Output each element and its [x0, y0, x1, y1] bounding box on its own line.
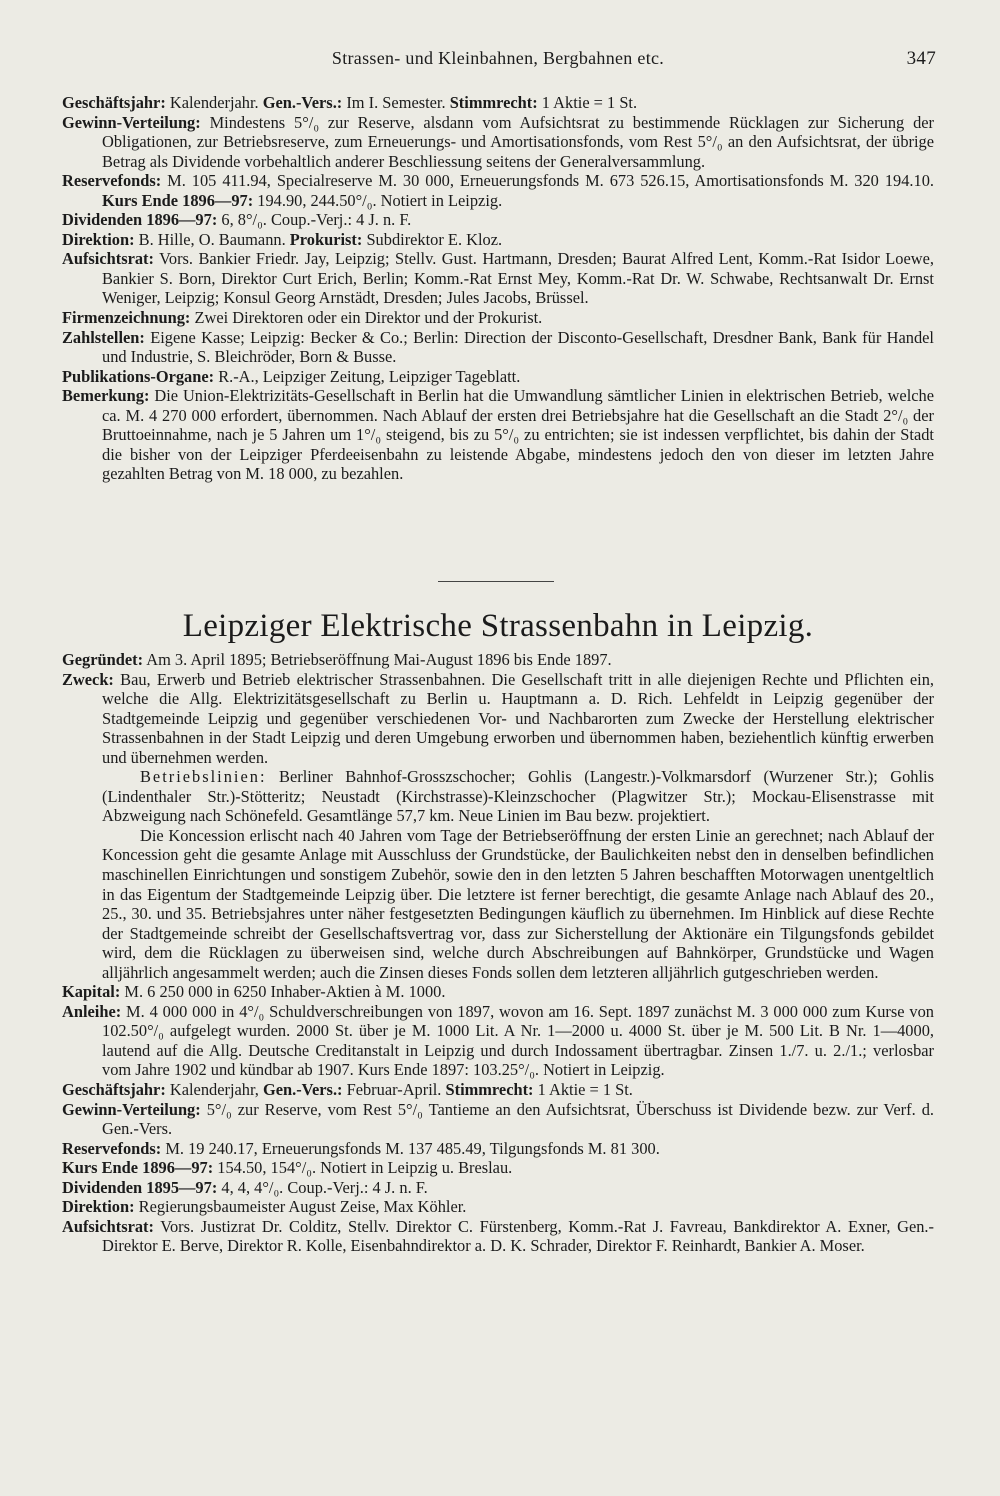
- company-entries: [62, 650, 934, 1256]
- entry-gewinn-verteilung-prev: Gewinn-Verteilung: Mindestens 5°/₀ zur Reserve, alsdann vom Aufsichtsrat zu bestimmende Rücklagen zur Sicherung der Obligationen, zur Betriebsreserve, zum Erneuerungs- und Amortisationsfonds, vom Rest 5°/₀ an den Aufsichtsrat, der übrige Betrag als Dividende vorbehaltlich anderer Beschliessung seitens der Generalversammlung.: [62, 112, 934, 171]
- entry-geschaeftsjahr: Geschäftsjahr: Kalenderjahr, Gen.-Vers.: Februar-April. Stimmrecht: 1 Aktie = 1 St.: [62, 1080, 633, 1100]
- entry-betriebslinien: Betriebslinien: Berliner Bahnhof-Grosszschocher; Gohlis (Langestr.)-Volkmarsdorf (Wurzener Str.); Gohlis (Lindenthaler Str.)-Stötteritz; Neustadt (Kirchstrasse)-Kleinzschocher (Plagwitzer Str.); Mockau-Elisenstrasse mit Abzweigung nach Schönefeld. Gesamtlänge 57,7 km. Neue Linien im Bau bezw. projektiert.: [102, 767, 934, 826]
- entry-gegruendet: Gegründet: Am 3. April 1895; Betriebseröffnung Mai-August 1896 bis Ende 1897.: [62, 650, 612, 669]
- entry-firmenzeichnung-prev: Firmenzeichnung: Zwei Direktoren oder ein Direktor und der Prokurist.: [62, 308, 543, 328]
- entry-aufsichtsrat-prev: Aufsichtsrat: Vors. Bankier Friedr. Jay, Leipzig; Stellv. Gust. Hartmann, Dresden; Baurat Alfred Lent, Komm.-Rat Isidor Loewe, Bankier S. Born, Direktor Curt Erich, Berlin; Komm.-Rat Ernst Mey, Komm.-Rat Dr. W. Schwabe, Rechtsanwalt Dr. Ernst Weniger, Leipzig; Konsul Georg Arnstädt, Dresden; Jules Jacobs, Brüssel.: [62, 249, 934, 308]
- entry-konzession: Die Koncession erlischt nach 40 Jahren vom Tage der Betriebseröffnung der ersten Linie an gerechnet; nach Ablauf der Koncession geht die gesamte Anlage mit Ausschluss der Grundstücke, der Baulichkeiten nebst den in denselben befindlichen maschinellen Einrichtungen und sonstigem Zubehör, sowie den in den letzten 5 Jahren beschafften Motorwagen unentgeltlich in das Eigentum der Stadtgemeinde Leipzig über. Die letztere ist ferner berechtigt, die gesamte Anlage nach Ablauf des 20., 25., 30. und 35. Betriebsjahres unter näher festgesetzten Bedingungen käuflich zu übernehmen. Im Hinblick auf diese Rechte der Stadtgemeinde schreibt der Gesellschaftsvertrag vor, dass zur Sicherstellung der Aktionäre ein Tilgungsfonds gebildet wird, dem die Rücklagen zu überweisen sind, welche durch Abschreibungen auf Bahnkörper, Grundstücke und Wagen alljährlich angesammelt werden; auch die Zinsen dieses Fonds sollen dem letzteren alljährlich gutgeschrieben werden.: [102, 825, 934, 982]
- entry-gewinn-verteilung: Gewinn-Verteilung: 5°/₀ zur Reserve, vom Rest 5°/₀ Tantieme an den Aufsichtsrat, Überschuss ist Dividende bezw. zur Verf. d. Gen.-Vers.: [62, 1099, 934, 1139]
- company-heading: Leipziger Elektrische Strassenbahn in Leipzig.: [182, 608, 814, 644]
- entry-direktion-prev: Direktion: B. Hille, O. Baumann. Prokurist: Subdirektor E. Kloz.: [62, 229, 503, 249]
- entry-geschaeftsjahr-prev: Geschäftsjahr: Kalenderjahr. Gen.-Vers.: Im I. Semester. Stimmrecht: 1 Aktie = 1 St.: [62, 93, 638, 112]
- section-divider: [438, 581, 554, 582]
- entry-direktion: Direktion: Regierungsbaumeister August Zeise, Max Köhler.: [62, 1197, 467, 1217]
- entry-aufsichtsrat: Aufsichtsrat: Vors. Justizrat Dr. Colditz, Stellv. Direktor C. Fürstenberg, Komm.-Rat J. Favreau, Bankdirektor A. Exner, Gen.-Direktor E. Berve, Direktor R. Kolle, Eisenbahndirektor a. D. K. Schrader, Direktor F. Reinhardt, Bankier A. Moser.: [62, 1216, 934, 1256]
- entry-publikations-organe-prev: Publikations-Organe: R.-A., Leipziger Zeitung, Leipziger Tageblatt.: [62, 366, 521, 386]
- running-title: Strassen- und Kleinbahnen, Bergbahnen etc.: [331, 48, 665, 68]
- entry-kurs: Kurs Ende 1896—97: 154.50, 154°/₀. Notiert in Leipzig u. Breslau.: [62, 1158, 513, 1178]
- page-number: 347: [906, 48, 936, 69]
- entry-bemerkung-prev: Bemerkung: Die Union-Elektrizitäts-Gesellschaft in Berlin hat die Umwandlung sämtlicher Linien in elektrischen Betrieb, welche ca. M. 4 270 000 erfordert, übernommen. Nach Ablauf der ersten drei Betriebsjahre hat die Gesellschaft an die Stadt 2°/₀ der Bruttoeinnahme, nach je 5 Jahren um 1°/₀ steigend, bis zu 5°/₀ zu entrichten; sie ist indessen verpflichtet, bis dahin der Stadt die bisher von der Leipziger Pferdeeisenbahn zu leistende Abgabe, mindestens jedoch den von dieser im letzten Jahre gezahlten Betrag von M. 18 000, zu bezahlen.: [62, 386, 934, 484]
- entry-dividenden: Dividenden 1895—97: 4, 4, 4°/₀. Coup.-Verj.: 4 J. n. F.: [62, 1177, 428, 1197]
- entry-reservefonds: Reservefonds: M. 19 240.17, Erneuerungsfonds M. 137 485.49, Tilgungsfonds M. 81 300.: [62, 1138, 660, 1158]
- previous-company-entries: [62, 93, 934, 484]
- entry-dividenden-prev: Dividenden 1896—97: 6, 8°/₀. Coup.-Verj.: 4 J. n. F.: [62, 210, 412, 230]
- entry-zahlstellen-prev: Zahlstellen: Eigene Kasse; Leipzig: Becker & Co.; Berlin: Direction der Disconto-Gesellschaft, Dresdner Bank, Bank für Handel und Industrie, S. Bleichröder, Born & Busse.: [62, 327, 934, 367]
- entry-anleihe: Anleihe: M. 4 000 000 in 4°/₀ Schuldverschreibungen von 1897, wovon am 16. Sept. 1897 zunächst M. 3 000 000 zum Kurse von 102.50°/₀ aufgelegt wurden. 2000 St. über je M. 1000 Lit. A Nr. 1—2000 u. 4000 St. über je M. 500 Lit. B Nr. 1—4000, lautend auf die Allg. Deutsche Creditanstalt in Leipzig und durch Indossament übertragbar. Zinsen 1./7. u. 2./1.; verlosbar vom Jahre 1902 und kündbar ab 1907. Kurs Ende 1897: 103.25°/₀. Notiert in Leipzig.: [62, 1001, 934, 1080]
- entry-kapital: Kapital: M. 6 250 000 in 6250 Inhaber-Aktien à M. 1000.: [62, 982, 446, 1002]
- entry-reservefonds-prev: Reservefonds: M. 105 411.94, Specialreserve M. 30 000, Erneuerungsfonds M. 673 526.15, Amortisationsfonds M. 320 194.10. Kurs Ende 1896—97: 194.90, 244.50°/₀. Notiert in Leipzig.: [62, 171, 934, 210]
- entry-zweck: Zweck: Bau, Erwerb und Betrieb elektrischer Strassenbahnen. Die Gesellschaft tritt in alle diejenigen Rechte und Pflichten ein, welche die Allg. Elektrizitätsgesellschaft zu Berlin u. Hauptmann a. D. Rich. Lehfeldt in Leipzig gegenüber der Stadtgemeinde Leipzig und gegenüber verschiedenen Vor- und Nachbarorten zum Zwecke der Herstellung elektrischer Strassenbahnen in der Stadt Leipzig und deren Umgebung erworben und übernommen haben, beziehentlich künftig erwerben und übernehmen werden.: [62, 669, 934, 767]
